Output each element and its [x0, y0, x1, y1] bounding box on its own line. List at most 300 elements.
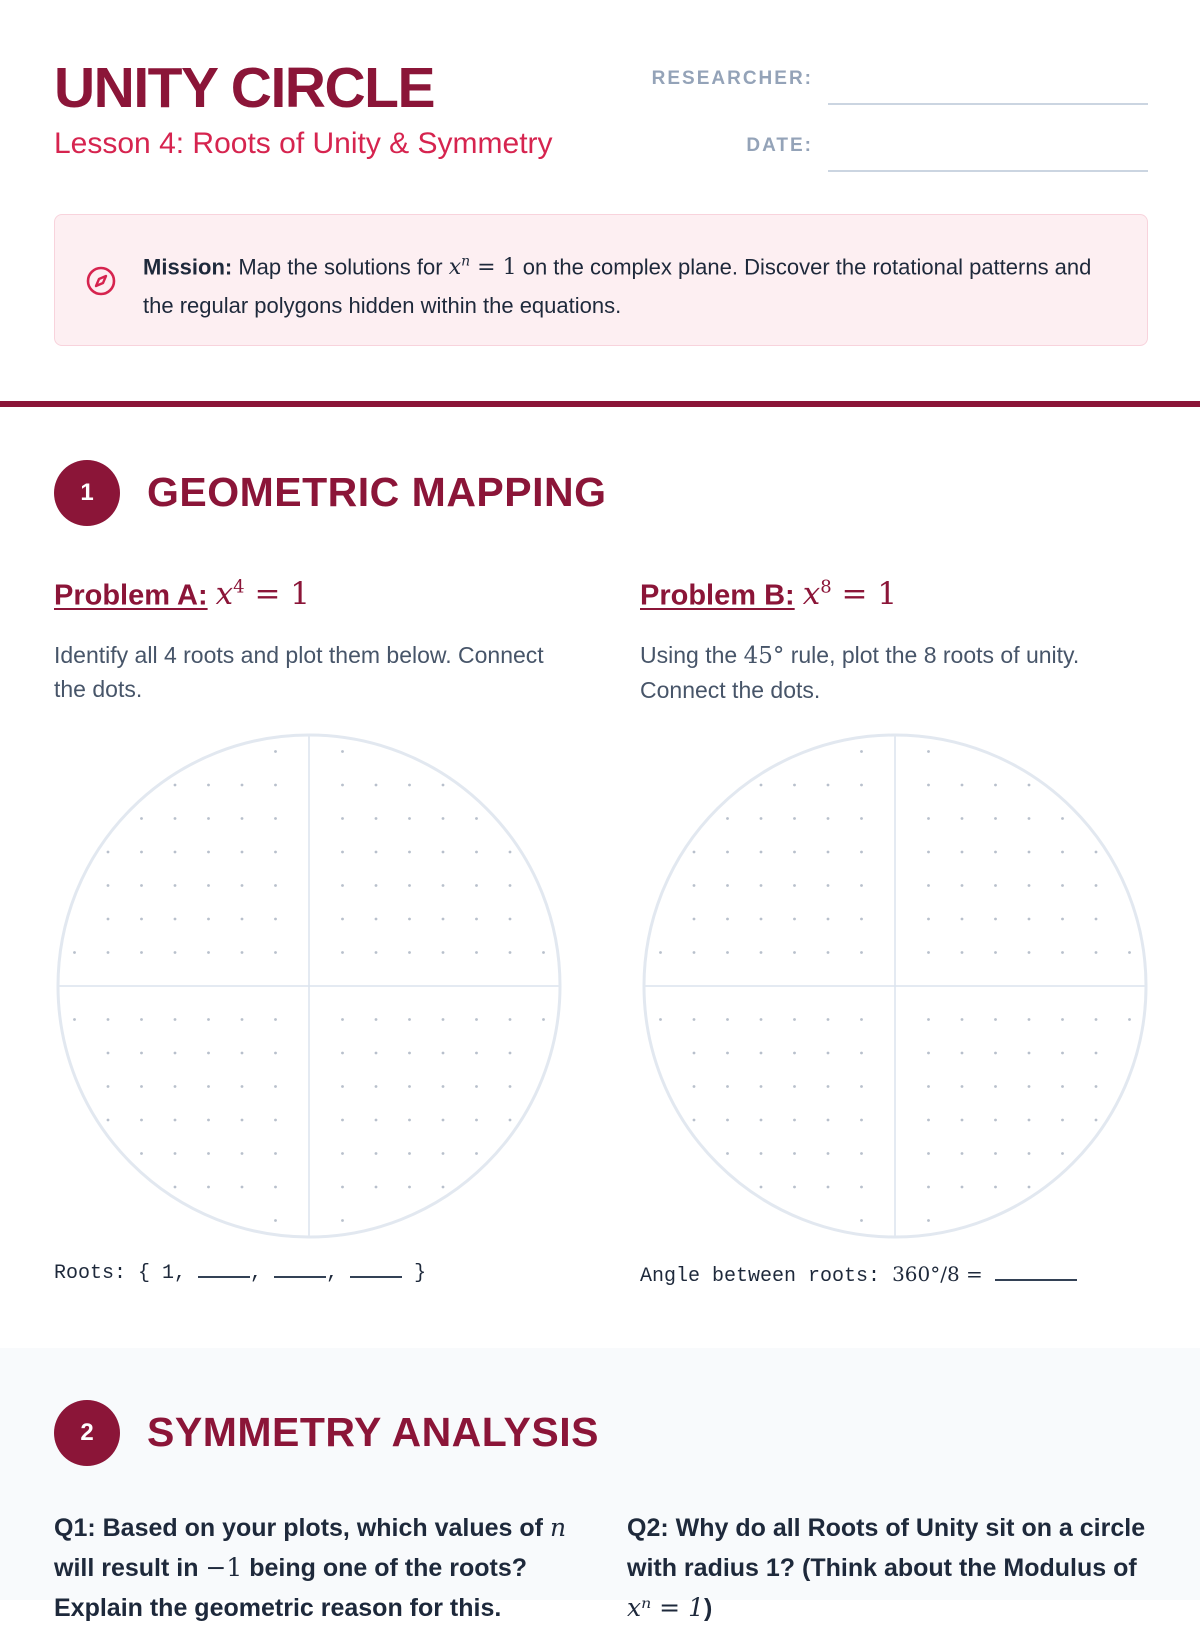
grid-dot — [341, 784, 344, 787]
grid-dot — [726, 918, 729, 921]
grid-dot — [375, 1085, 378, 1088]
grid-dot — [341, 1219, 344, 1222]
grid-dot — [73, 1018, 76, 1021]
grid-dot — [927, 1119, 930, 1122]
grid-dot — [341, 951, 344, 954]
grid-dot — [961, 1085, 964, 1088]
grid-dot — [107, 1052, 110, 1055]
grid-dot — [860, 918, 863, 921]
grid-dot — [509, 1018, 512, 1021]
grid-dot — [793, 784, 796, 787]
section-2-title: SYMMETRY ANALYSIS — [147, 1409, 599, 1455]
grid-dot — [860, 1085, 863, 1088]
grid-dot — [341, 1119, 344, 1122]
grid-dot — [509, 1052, 512, 1055]
grid-dot — [375, 1052, 378, 1055]
grid-dot — [140, 817, 143, 820]
grid-dot — [1095, 851, 1098, 854]
grid-dot — [408, 851, 411, 854]
grid-dot — [693, 918, 696, 921]
problem-b-angle-answer: Angle between roots: 360°/8 = — [640, 1262, 1077, 1288]
grid-dot — [961, 784, 964, 787]
grid-dot — [341, 1085, 344, 1088]
grid-dot — [274, 1219, 277, 1222]
grid-dot — [860, 1119, 863, 1122]
grid-dot — [860, 817, 863, 820]
grid-dot — [860, 1018, 863, 1021]
grid-dot — [1028, 817, 1031, 820]
grid-dot — [760, 918, 763, 921]
grid-dot — [140, 918, 143, 921]
grid-dot — [659, 1018, 662, 1021]
grid-dot — [207, 817, 210, 820]
grid-dot — [827, 851, 830, 854]
root-blank-1[interactable] — [198, 1276, 250, 1278]
grid-dot — [442, 784, 445, 787]
grid-dot — [726, 817, 729, 820]
grid-dot — [509, 851, 512, 854]
grid-dot — [241, 1085, 244, 1088]
grid-dot — [1095, 1119, 1098, 1122]
grid-dot — [793, 1119, 796, 1122]
grid-dot — [475, 817, 478, 820]
mission-callout — [54, 214, 1148, 346]
grid-dot — [693, 1018, 696, 1021]
grid-dot — [274, 951, 277, 954]
root-blank-2[interactable] — [274, 1276, 326, 1278]
grid-dot — [408, 1085, 411, 1088]
grid-dot — [693, 884, 696, 887]
grid-dot — [760, 817, 763, 820]
grid-dot — [442, 1119, 445, 1122]
grid-dot — [827, 1052, 830, 1055]
grid-dot — [140, 1152, 143, 1155]
grid-dot — [760, 1018, 763, 1021]
grid-dot — [1028, 851, 1031, 854]
grid-dot — [207, 1018, 210, 1021]
grid-dot — [375, 1018, 378, 1021]
grid-dot — [1028, 1119, 1031, 1122]
grid-dot — [994, 1119, 997, 1122]
grid-dot — [1095, 918, 1098, 921]
grid-dot — [860, 750, 863, 753]
grid-dot — [1028, 1085, 1031, 1088]
grid-dot — [341, 851, 344, 854]
grid-dot — [241, 884, 244, 887]
grid-dot — [1061, 1119, 1064, 1122]
grid-dot — [659, 951, 662, 954]
grid-dot — [274, 1018, 277, 1021]
grid-dot — [1028, 918, 1031, 921]
grid-dot — [174, 918, 177, 921]
grid-dot — [1028, 784, 1031, 787]
grid-dot — [442, 918, 445, 921]
grid-dot — [241, 918, 244, 921]
grid-dot — [927, 918, 930, 921]
problem-a-title: Problem A: $x^4 = 1$ — [54, 576, 311, 613]
grid-dot — [107, 1119, 110, 1122]
problem-a-description: Identify all 4 roots and plot them below. Connect the dots. — [54, 642, 544, 702]
grid-dot — [827, 1085, 830, 1088]
grid-dot — [174, 1152, 177, 1155]
grid-dot — [274, 1052, 277, 1055]
grid-dot — [408, 1052, 411, 1055]
grid-dot — [408, 817, 411, 820]
grid-dot — [174, 784, 177, 787]
grid-dot — [174, 1119, 177, 1122]
grid-dot — [693, 1085, 696, 1088]
mission-label: Mission: — [143, 254, 233, 280]
grid-dot — [726, 1152, 729, 1155]
grid-dot — [509, 1085, 512, 1088]
grid-dot — [341, 1186, 344, 1189]
grid-dot — [442, 1018, 445, 1021]
grid-dot — [341, 1152, 344, 1155]
grid-dot — [408, 784, 411, 787]
grid-dot — [207, 1119, 210, 1122]
grid-dot — [961, 817, 964, 820]
grid-dot — [1095, 951, 1098, 954]
grid-dot — [140, 951, 143, 954]
grid-dot — [375, 951, 378, 954]
grid-dot — [827, 951, 830, 954]
grid-dot — [994, 817, 997, 820]
grid-dot — [442, 1152, 445, 1155]
angle-blank[interactable] — [995, 1279, 1077, 1281]
grid-dot — [1128, 1018, 1131, 1021]
grid-dot — [994, 918, 997, 921]
grid-dot — [375, 851, 378, 854]
grid-dot — [1061, 817, 1064, 820]
grid-dot — [542, 1018, 545, 1021]
grid-dot — [961, 1186, 964, 1189]
grid-dot — [408, 951, 411, 954]
grid-dot — [274, 1186, 277, 1189]
grid-dot — [793, 817, 796, 820]
grid-dot — [140, 1119, 143, 1122]
grid-dot — [726, 1119, 729, 1122]
grid-dot — [1061, 1052, 1064, 1055]
researcher-field[interactable] — [828, 103, 1148, 105]
grid-dot — [274, 817, 277, 820]
grid-dot — [827, 918, 830, 921]
problem-a-plot[interactable] — [54, 731, 564, 1241]
grid-dot — [509, 1119, 512, 1122]
grid-dot — [207, 1085, 210, 1088]
section-1-number: 1 — [54, 460, 120, 526]
grid-dot — [375, 918, 378, 921]
grid-dot — [961, 1119, 964, 1122]
grid-dot — [1095, 1085, 1098, 1088]
grid-dot — [73, 951, 76, 954]
grid-dot — [375, 817, 378, 820]
grid-dot — [927, 1186, 930, 1189]
grid-dot — [442, 951, 445, 954]
grid-dot — [274, 784, 277, 787]
grid-dot — [760, 1186, 763, 1189]
grid-dot — [107, 1018, 110, 1021]
grid-dot — [793, 1052, 796, 1055]
grid-dot — [1095, 1018, 1098, 1021]
grid-dot — [827, 784, 830, 787]
grid-dot — [174, 1052, 177, 1055]
grid-dot — [341, 750, 344, 753]
grid-dot — [1028, 1018, 1031, 1021]
grid-dot — [207, 1186, 210, 1189]
grid-dot — [174, 951, 177, 954]
lesson-subtitle: Lesson 4: Roots of Unity & Symmetry — [54, 127, 553, 160]
grid-dot — [1128, 951, 1131, 954]
grid-dot — [726, 951, 729, 954]
problem-b-plot[interactable] — [640, 731, 1150, 1241]
grid-dot — [140, 884, 143, 887]
grid-dot — [994, 1085, 997, 1088]
grid-dot — [1061, 1018, 1064, 1021]
grid-dot — [408, 1152, 411, 1155]
grid-dot — [375, 884, 378, 887]
grid-dot — [793, 1018, 796, 1021]
grid-dot — [274, 1085, 277, 1088]
grid-dot — [927, 1085, 930, 1088]
grid-dot — [475, 1052, 478, 1055]
grid-dot — [860, 951, 863, 954]
grid-dot — [207, 884, 210, 887]
grid-dot — [475, 1152, 478, 1155]
grid-dot — [509, 951, 512, 954]
grid-dot — [760, 851, 763, 854]
grid-dot — [994, 951, 997, 954]
grid-dot — [1061, 884, 1064, 887]
grid-dot — [927, 817, 930, 820]
grid-dot — [1061, 1085, 1064, 1088]
question-2: Q2: Why do all Roots of Unity sit on a circle with radius 1? (Think about the Modulus of xⁿ = 1) — [627, 1514, 1146, 1622]
grid-dot — [241, 1052, 244, 1055]
grid-dot — [693, 851, 696, 854]
date-field[interactable] — [828, 170, 1148, 172]
grid-dot — [1095, 884, 1098, 887]
grid-dot — [693, 1052, 696, 1055]
grid-dot — [793, 1186, 796, 1189]
grid-dot — [475, 1119, 478, 1122]
grid-dot — [241, 1018, 244, 1021]
grid-dot — [241, 817, 244, 820]
grid-dot — [509, 884, 512, 887]
grid-dot — [961, 851, 964, 854]
grid-dot — [207, 1052, 210, 1055]
grid-dot — [442, 851, 445, 854]
grid-dot — [1028, 1152, 1031, 1155]
grid-dot — [442, 1186, 445, 1189]
grid-dot — [793, 1085, 796, 1088]
mission-text-after: on the complex plane. Discover the rotational patterns and the regular polygons hidden within the equations. — [143, 254, 1092, 319]
grid-dot — [793, 1152, 796, 1155]
grid-dot — [860, 884, 863, 887]
grid-dot — [994, 1152, 997, 1155]
grid-dot — [241, 1152, 244, 1155]
grid-dot — [860, 1152, 863, 1155]
grid-dot — [207, 1152, 210, 1155]
grid-dot — [274, 851, 277, 854]
grid-dot — [827, 1018, 830, 1021]
grid-dot — [241, 1186, 244, 1189]
grid-dot — [760, 1085, 763, 1088]
mission-text-before: Map the solutions for — [238, 254, 443, 280]
grid-dot — [174, 851, 177, 854]
researcher-label: RESEARCHER: — [651, 68, 813, 89]
grid-dot — [140, 1052, 143, 1055]
grid-dot — [827, 1152, 830, 1155]
grid-dot — [726, 1085, 729, 1088]
grid-dot — [140, 1085, 143, 1088]
grid-dot — [793, 951, 796, 954]
compass-icon — [85, 265, 117, 297]
grid-dot — [827, 884, 830, 887]
grid-dot — [760, 951, 763, 954]
grid-dot — [408, 1018, 411, 1021]
grid-dot — [207, 918, 210, 921]
grid-dot — [1028, 951, 1031, 954]
grid-dot — [207, 784, 210, 787]
grid-dot — [442, 1052, 445, 1055]
grid-dot — [375, 1152, 378, 1155]
grid-dot — [793, 918, 796, 921]
grid-dot — [726, 1018, 729, 1021]
grid-dot — [174, 1186, 177, 1189]
grid-dot — [442, 817, 445, 820]
section-divider — [0, 401, 1200, 407]
grid-dot — [475, 918, 478, 921]
grid-dot — [860, 1052, 863, 1055]
grid-dot — [274, 1119, 277, 1122]
grid-dot — [726, 884, 729, 887]
grid-dot — [1061, 918, 1064, 921]
grid-dot — [442, 1085, 445, 1088]
grid-dot — [475, 884, 478, 887]
grid-dot — [760, 784, 763, 787]
question-1: Q1: Based on your plots, which values of n will result in −1 being one of the roots? Explain the geometric reason for this. — [54, 1513, 567, 1622]
grid-dot — [827, 1119, 830, 1122]
grid-dot — [961, 884, 964, 887]
grid-dot — [341, 1052, 344, 1055]
grid-dot — [994, 1052, 997, 1055]
grid-dot — [107, 884, 110, 887]
grid-dot — [1061, 1152, 1064, 1155]
grid-dot — [107, 1085, 110, 1088]
grid-dot — [274, 918, 277, 921]
grid-dot — [693, 951, 696, 954]
grid-dot — [961, 918, 964, 921]
grid-dot — [408, 1186, 411, 1189]
grid-dot — [107, 951, 110, 954]
grid-dot — [726, 851, 729, 854]
grid-dot — [961, 1052, 964, 1055]
grid-dot — [961, 951, 964, 954]
grid-dot — [793, 884, 796, 887]
grid-dot — [726, 1052, 729, 1055]
grid-dot — [274, 1152, 277, 1155]
grid-dot — [174, 1018, 177, 1021]
mission-equation: $x^n = 1$ — [448, 254, 517, 281]
root-blank-3[interactable] — [350, 1276, 402, 1278]
problem-b-description: Using the 45° rule, plot the 8 roots of unity. Connect the dots. — [640, 642, 1080, 703]
grid-dot — [140, 1018, 143, 1021]
grid-dot — [107, 851, 110, 854]
grid-dot — [927, 750, 930, 753]
grid-dot — [693, 1119, 696, 1122]
grid-dot — [994, 884, 997, 887]
grid-dot — [1028, 1052, 1031, 1055]
grid-dot — [375, 784, 378, 787]
grid-dot — [107, 918, 110, 921]
grid-dot — [760, 1119, 763, 1122]
grid-dot — [860, 1219, 863, 1222]
grid-dot — [341, 918, 344, 921]
grid-dot — [408, 1119, 411, 1122]
grid-dot — [375, 1186, 378, 1189]
grid-dot — [341, 817, 344, 820]
grid-dot — [927, 1018, 930, 1021]
grid-dot — [760, 884, 763, 887]
grid-dot — [927, 884, 930, 887]
grid-dot — [760, 1152, 763, 1155]
problem-b-title: Problem B: $x^8 = 1$ — [640, 576, 898, 613]
grid-dot — [475, 951, 478, 954]
grid-dot — [207, 851, 210, 854]
mission-text — [143, 243, 1123, 325]
grid-dot — [140, 851, 143, 854]
grid-dot — [760, 1052, 763, 1055]
grid-dot — [475, 1085, 478, 1088]
grid-dot — [1028, 884, 1031, 887]
grid-dot — [174, 1085, 177, 1088]
grid-dot — [1095, 1052, 1098, 1055]
grid-dot — [994, 1186, 997, 1189]
grid-dot — [961, 1152, 964, 1155]
grid-dot — [408, 884, 411, 887]
grid-dot — [793, 851, 796, 854]
grid-dot — [241, 851, 244, 854]
grid-dot — [927, 1152, 930, 1155]
grid-dot — [274, 884, 277, 887]
grid-dot — [1061, 951, 1064, 954]
grid-dot — [274, 750, 277, 753]
grid-dot — [827, 817, 830, 820]
grid-dot — [927, 851, 930, 854]
grid-dot — [827, 1186, 830, 1189]
grid-dot — [475, 1018, 478, 1021]
grid-dot — [927, 1219, 930, 1222]
grid-dot — [408, 918, 411, 921]
grid-dot — [994, 784, 997, 787]
grid-dot — [442, 884, 445, 887]
grid-dot — [994, 851, 997, 854]
grid-dot — [927, 784, 930, 787]
grid-dot — [241, 951, 244, 954]
date-label: DATE: — [746, 135, 813, 156]
grid-dot — [1028, 1186, 1031, 1189]
grid-dot — [174, 884, 177, 887]
grid-dot — [207, 951, 210, 954]
grid-dot — [994, 1018, 997, 1021]
grid-dot — [475, 851, 478, 854]
section-1-title: GEOMETRIC MAPPING — [147, 469, 607, 515]
grid-dot — [542, 951, 545, 954]
grid-dot — [1061, 851, 1064, 854]
grid-dot — [341, 884, 344, 887]
grid-dot — [860, 784, 863, 787]
grid-dot — [509, 918, 512, 921]
section-2-number: 2 — [54, 1400, 120, 1466]
